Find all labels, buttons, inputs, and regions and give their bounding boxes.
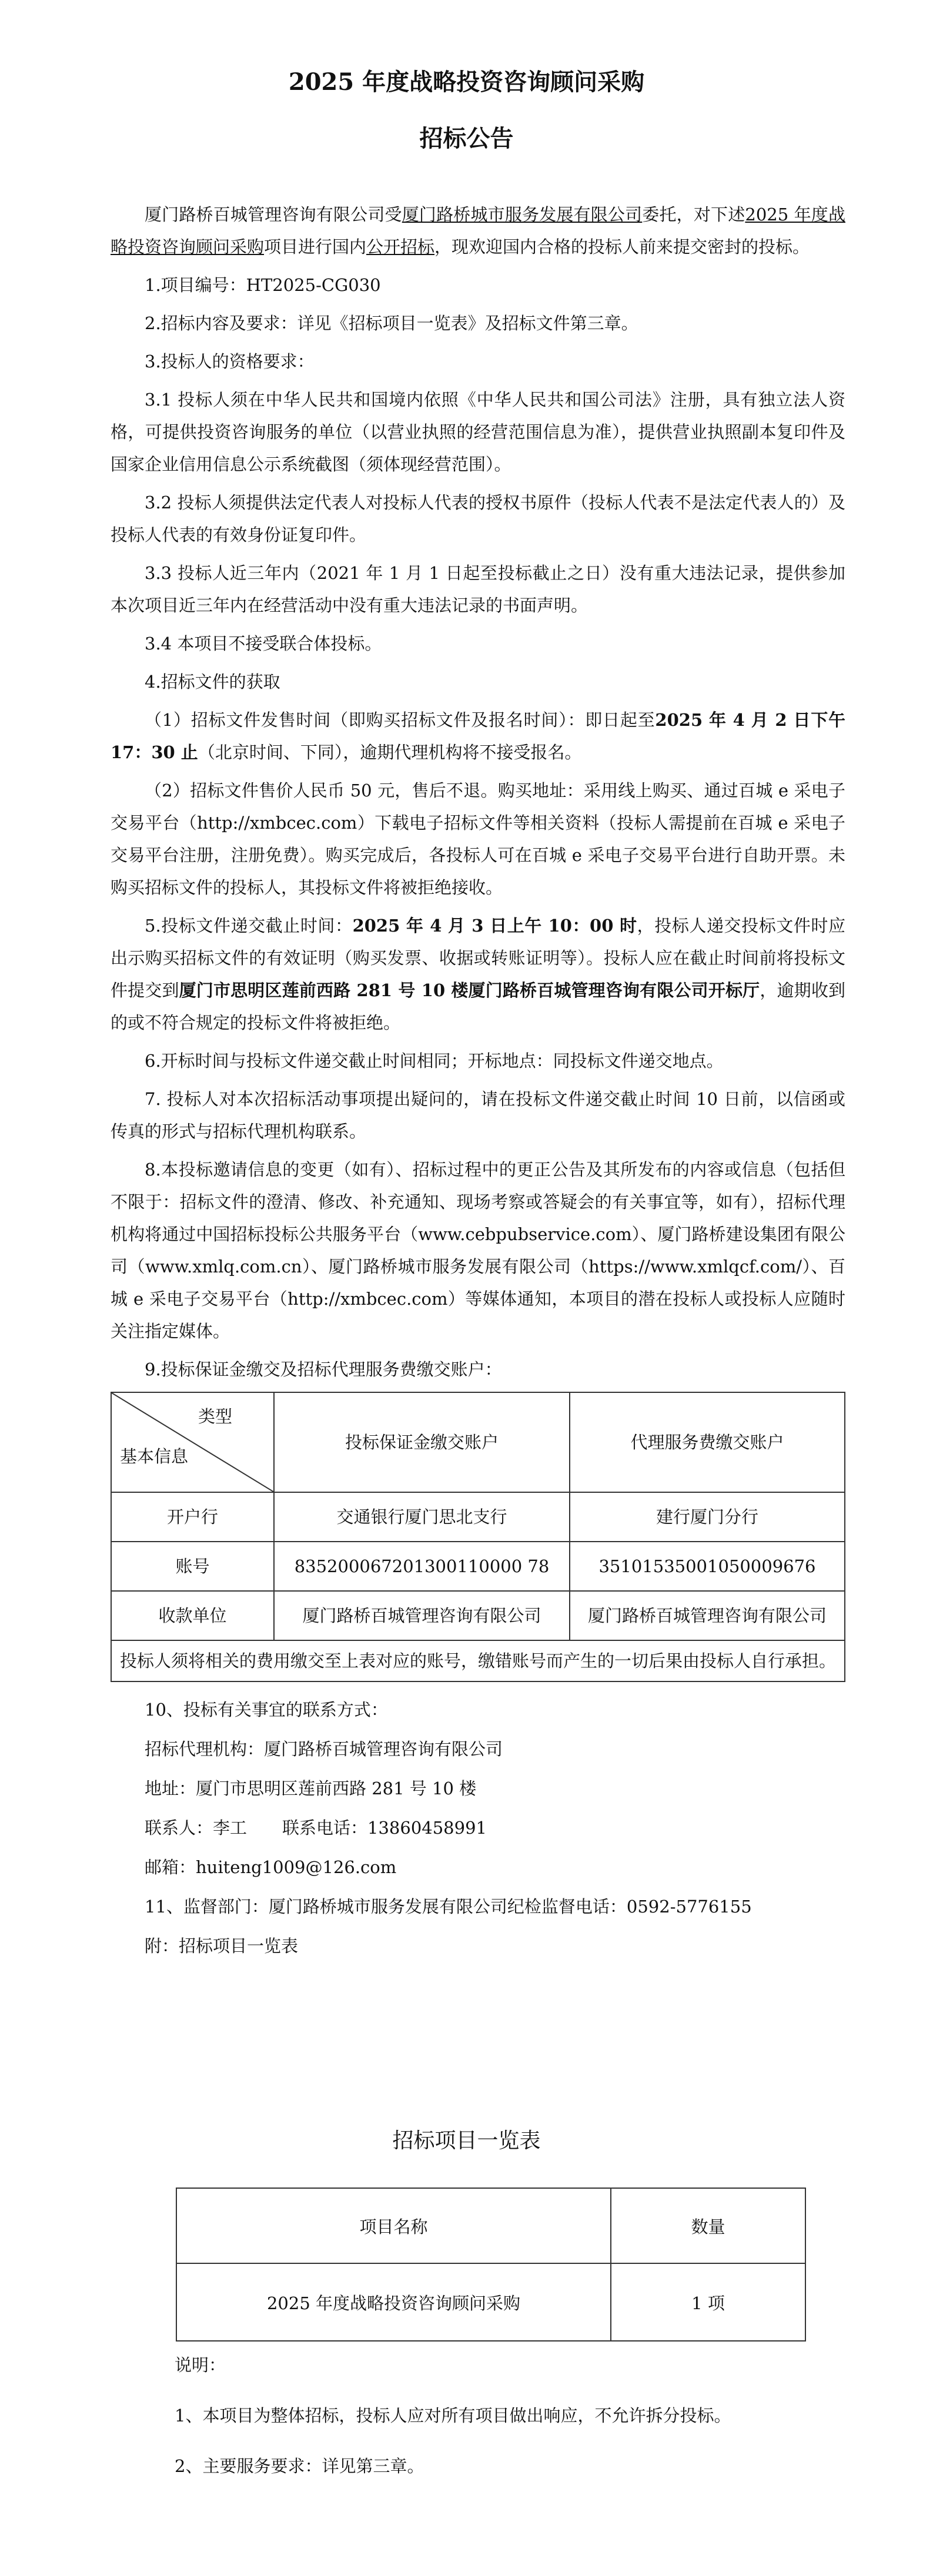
- client-name: 厦门路桥城市服务发展有限公司: [402, 205, 643, 225]
- table-row: [111, 1492, 845, 1542]
- section-qualification-3-2: 3.2 投标人须提供法定代表人对投标人代表的授权书原件（投标人代表不是法定代表人的）及投标人代表的有效身份证复印件。: [111, 493, 845, 545]
- corner-type-label: 类型: [198, 1406, 232, 1426]
- supervision-department: 11、监督部门：厦门路桥城市服务发展有限公司纪检监督电话：0592-5776155: [145, 1897, 752, 1917]
- accounts-table-header: [111, 1392, 845, 1492]
- intro-paragraph: [111, 199, 845, 263]
- section-questions: 7. 投标人对本次招标活动事项提出疑问的，请在投标文件递交截止时间 10 日前，以信函或传真的形式与招标代理机构联系。: [111, 1089, 845, 1141]
- submission-deadline: 2025 年 4 月 3 日上午 10：00 时: [352, 916, 637, 936]
- intro-text-2: 委托，对下述: [642, 205, 745, 225]
- document-title: 2025 年度战略投资咨询顾问采购: [288, 68, 645, 96]
- section-sale-time: [111, 704, 845, 769]
- diagonal-line: [112, 1393, 273, 1492]
- project-name: 2025 年度战略投资咨询顾问采购: [111, 205, 845, 257]
- table-row: [176, 2263, 805, 2341]
- contact-block: [111, 1694, 845, 1962]
- annex-table-title: 招标项目一览表: [392, 2129, 541, 2153]
- row-label: 开户行: [111, 1492, 274, 1542]
- accounts-table: [111, 1392, 845, 1682]
- col-service-fee-account: 代理服务费缴交账户: [570, 1392, 845, 1492]
- fee-payee: 厦门路桥百城管理咨询有限公司: [570, 1591, 845, 1640]
- submission-text-2: ，投标人递交投标文件时应出示购买招标文件的有效证明（购买发票、收据或转账证明等）。投标人应在截止时间前将投标文件提交到: [111, 916, 845, 1000]
- row-label: 收款单位: [111, 1591, 274, 1640]
- section-qualification-3-4: 3.4 本项目不接受联合体投标。: [145, 634, 382, 654]
- notes-heading: 说明：: [175, 2355, 226, 2375]
- sale-time-note: （北京时间、下同），逾期代理机构将不接受报名。: [198, 742, 582, 762]
- item-quantity: 1 项: [611, 2263, 805, 2341]
- announcement-body: [111, 199, 845, 1969]
- section-price-purchase: （2）招标文件售价人民币 50 元，售后不退。购买地址：采用线上购买、通过百城 e 采电子交易平台（http://xmbcec.com）下载电子招标文件等相关资料（投标人需提前在百城 e 采电子交易平台注册，注册免费）。购买完成后，各投标人可在百城 e 采电子交易平台进行自助开票。未购买招标文件的投标人，其投标文件将被拒绝接收。: [111, 780, 845, 897]
- contact-address: 地址：厦门市思明区莲前西路 281 号 10 楼: [145, 1778, 477, 1798]
- section-project-number: 1.项目编号：HT2025-CG030: [145, 275, 381, 295]
- deposit-bank: 交通银行厦门思北支行: [274, 1492, 570, 1542]
- note-item-2: 2、主要服务要求：详见第三章。: [175, 2456, 424, 2476]
- intro-text-3: 项目进行国内: [264, 237, 367, 257]
- contact-person-line: [111, 1812, 845, 1844]
- table-note-row: [111, 1640, 845, 1681]
- contact-heading: 10、投标有关事宜的联系方式：: [145, 1700, 388, 1720]
- col-deposit-account: 投标保证金缴交账户: [274, 1392, 570, 1492]
- payment-note: 投标人须将相关的费用缴交至上表对应的账号，缴错账号而产生的一切后果由投标人自行承担。: [111, 1640, 845, 1681]
- table-corner-cell: [111, 1392, 274, 1492]
- col-quantity: 数量: [611, 2188, 805, 2263]
- intro-text-1: 厦门路桥百城管理咨询有限公司受: [145, 205, 402, 225]
- items-table-header: [176, 2188, 805, 2263]
- col-project-name: 项目名称: [176, 2188, 611, 2263]
- tender-method: 公开招标: [366, 237, 435, 257]
- section-changes: 8.本投标邀请信息的变更（如有）、招标过程中的更正公告及其所发布的内容或信息（包括但不限于：招标文件的澄清、修改、补充通知、现场考察或答疑会的有关事宜等，如有），招标代理机构将通过中国招标投标公共服务平台（www.cebpubservice.com）、厦门路桥建设集团有限公司（www.xmlq.com.cn）、厦门路桥城市服务发展有限公司（https://www.xmlqcf.com/）、百城 e 采电子交易平台（http://xmbcec.com）等媒体通知，本项目的潜在投标人或投标人应随时关注指定媒体。: [111, 1160, 845, 1341]
- deposit-account-number: 835200067201300110000 78: [274, 1542, 570, 1591]
- section-qualifications: 3.投标人的资格要求：: [145, 351, 315, 371]
- section-opening: 6.开标时间与投标文件递交截止时间相同；开标地点：同投标文件递交地点。: [145, 1051, 724, 1071]
- table-row: [111, 1591, 845, 1640]
- contact-phone: 联系电话：13860458991: [282, 1818, 487, 1838]
- document-subtitle: 招标公告: [419, 125, 514, 152]
- submission-location: 厦门市思明区莲前西路 281 号 10 楼厦门路桥百城管理咨询有限公司开标厅: [179, 980, 760, 1000]
- note-item-1: 1、本项目为整体招标，投标人应对所有项目做出响应，不允许拆分投标。: [175, 2406, 731, 2426]
- section-obtain-documents: 4.招标文件的获取: [145, 672, 280, 692]
- intro-text-4: ，现欢迎国内合格的投标人前来提交密封的投标。: [434, 237, 810, 257]
- contact-agency: 招标代理机构：厦门路桥百城管理咨询有限公司: [145, 1739, 503, 1759]
- submission-text-3: ，逾期收到的或不符合规定的投标文件将被拒绝。: [111, 980, 845, 1033]
- row-label: 账号: [111, 1542, 274, 1591]
- sale-deadline: 2025 年 4 月 2 日下午 17：30 止: [111, 710, 845, 762]
- submission-text: 5.投标文件递交截止时间：: [145, 916, 353, 936]
- deposit-payee: 厦门路桥百城管理咨询有限公司: [274, 1591, 570, 1640]
- notes-block: [175, 2351, 845, 2503]
- contact-person: 联系人：李工: [145, 1818, 248, 1838]
- sale-time-text: （1）招标文件发售时间（即购买招标文件及报名时间）：即日起至: [145, 710, 656, 730]
- item-project-name: 2025 年度战略投资咨询顾问采购: [176, 2263, 611, 2341]
- section-qualification-3-3: 3.3 投标人近三年内（2021 年 1 月 1 日起至投标截止之日）没有重大违法记录，提供参加本次项目近三年内在经营活动中没有重大违法记录的书面声明。: [111, 563, 845, 615]
- fee-bank: 建行厦门分行: [570, 1492, 845, 1542]
- annex-reference: 附：招标项目一览表: [145, 1936, 299, 1956]
- section-accounts: 9.投标保证金缴交及招标代理服务费缴交账户：: [145, 1359, 502, 1379]
- section-content-requirements: 2.招标内容及要求：详见《招标项目一览表》及招标文件第三章。: [145, 313, 638, 333]
- section-qualification-3-1: 3.1 投标人须在中华人民共和国境内依照《中华人民共和国公司法》注册，具有独立法人资格，可提供投资咨询服务的单位（以营业执照的经营范围信息为准），提供营业执照副本复印件及国家企业信用信息公示系统截图（须体现经营范围）。: [111, 390, 845, 474]
- table-row: [111, 1542, 845, 1591]
- section-submission-deadline: [111, 910, 845, 1039]
- corner-info-label: 基本信息: [120, 1446, 189, 1466]
- contact-email: 邮箱：huiteng1009@126.com: [145, 1857, 397, 1877]
- fee-account-number: 35101535001050009676: [570, 1542, 845, 1591]
- project-items-table: [176, 2188, 806, 2341]
